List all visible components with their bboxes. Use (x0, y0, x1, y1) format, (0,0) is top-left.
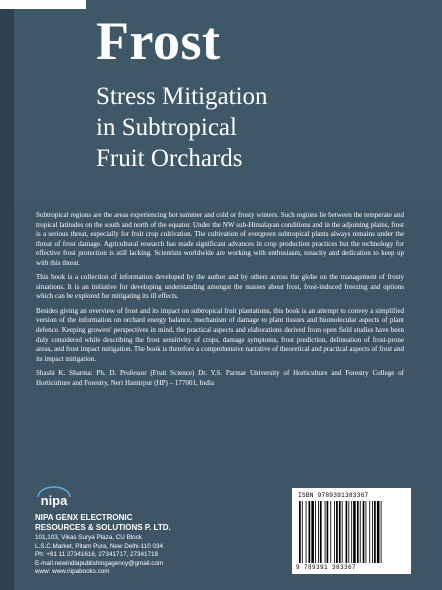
barcode-bar (348, 501, 349, 563)
barcode-bar (320, 501, 322, 563)
isbn-barcode-box (292, 488, 411, 574)
barcode-bar (315, 501, 316, 563)
blurb-paragraph: This book is a collection of information developed by the author and by others across the globe on the management of frosty situations. It is an initiative for developing understanding amongst the masses about frost, frost-induced freezing and options which can be explored for mitigating its ill effects. (36, 273, 404, 301)
address-line: 101,103, Vikas Surya Plaza, CU Block (35, 534, 142, 541)
address-line: L.S.C.Market, Pitam Pura, New Delhi-110 034 (35, 542, 163, 550)
barcode-bar (346, 501, 348, 563)
logo-wordmark: nipa (40, 493, 68, 508)
barcode-bar (366, 501, 367, 563)
book-subtitle (96, 81, 436, 174)
barcode-bar (318, 501, 319, 563)
subtitle-line: in Subtropical (96, 114, 237, 141)
barcode-bar (374, 501, 376, 563)
publisher-name-line: NIPA GENX ELECTRONIC (35, 513, 133, 522)
barcode-icon (298, 501, 405, 563)
subtitle-line: Fruit Orchards (96, 145, 243, 172)
barcode-bar (311, 501, 314, 563)
barcode-bar (339, 501, 341, 563)
barcode-bar (357, 501, 359, 563)
publisher-address (35, 534, 171, 577)
barcode-bar (353, 501, 356, 563)
address-line: Ph: +91 11 27341616, 27341717, 27341718 (35, 551, 158, 559)
cover-corner-strip (0, 0, 86, 9)
publisher-block (35, 513, 171, 577)
barcode-bar (299, 501, 301, 563)
subtitle-line: Stress Mitigation (96, 83, 268, 110)
barcode-bar (330, 501, 331, 563)
barcode-bar (377, 501, 380, 563)
barcode-bar (372, 501, 373, 563)
barcode-digits: 9 789391 383367 (296, 564, 357, 571)
isbn-label: ISBN 9789391383367 (298, 492, 369, 499)
barcode-bar (302, 501, 303, 563)
publisher-name-line: RESOURCES & SOLUTIONS P. LTD. (35, 522, 171, 532)
book-title: Frost (96, 11, 221, 71)
blurb-text (36, 211, 404, 393)
barcode-bar (306, 501, 307, 563)
barcode-bar (336, 501, 338, 563)
address-line: E-mail:newindiapublishingagency@gmail.com (35, 559, 164, 567)
blurb-paragraph: Subtropical regions are the areas experiencing hot summer and cold or frosty winters. Such regions lie between the temperate and tropical latitudes on the south and north of the equator. Under the NW sub-Himalayan conditions and in the adjoining plains, frost is a serious threat, especially for fruit crop cultivation. The cultivation of evergreen subtropical plants always remains under the threat of frost damage. Agricultural research has made significant advances in crop production practices but the technology for effective frost protection is still lacking. Scientists worldwide are working with enthusiasm, tenacity and dedication to keep up with this threat. (36, 211, 404, 267)
spine-edge (0, 0, 14, 590)
barcode-bar (369, 501, 370, 563)
author-note: Shashi K. Sharma: Ph. D. Professor (Fruit Science) Dr. Y.S. Parmar University of Horticulture and Forestry College of Horticulture and Forestry, Neri Hamirpur (HP) – 177001, India (36, 369, 404, 387)
publisher-name (35, 513, 171, 532)
barcode-bar (363, 501, 365, 563)
barcode-bar (309, 501, 311, 563)
barcode-bar (351, 501, 352, 563)
address-line: www: www.nipabooks.com (35, 568, 110, 576)
blurb-paragraph: Besides giving an overview of frost and its impact on subtropical fruit plantations, this book is an attempt to convey a simplified version of the information on orchard energy balance, mechanism of damage to plant tissues and biomolecular aspects of plant defence. Keeping growers' perspectives in mind, the practical aspects and elaborations derived from open field studies have been duly considered while describing the frost sensitivity of crops, damage symptoms, frost prediction, delineation of frost-prone areas, and frost impact mitigation. The book is therefore a comprehensive narrative of theoretical and practical aspects of frost and its impact mitigation. (36, 306, 404, 363)
barcode-bar (325, 501, 326, 563)
barcode-bar (360, 501, 361, 563)
barcode-bar (342, 501, 343, 563)
publisher-logo (35, 486, 73, 508)
barcode-bar (327, 501, 329, 563)
barcode-bar (334, 501, 335, 563)
barcode-bar (381, 501, 382, 563)
